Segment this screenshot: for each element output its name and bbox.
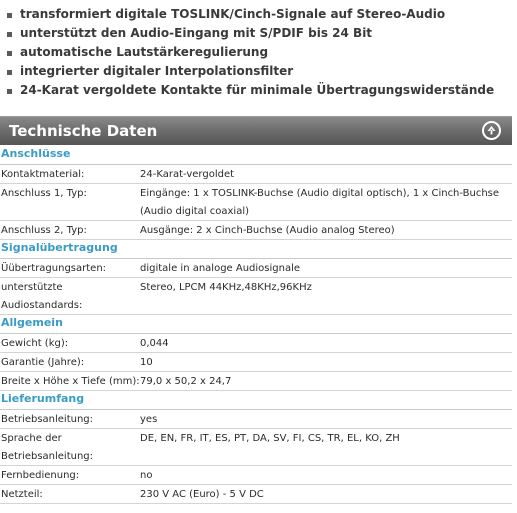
spec-value: 79,0 x 50,2 x 24,7 (140, 376, 232, 387)
spec-value: DE, EN, FR, IT, ES, PT, DA, SV, FI, CS, TR, EL, KO, ZH (140, 433, 400, 444)
section-title: Allgemein (1, 316, 63, 329)
spec-row (0, 220, 512, 240)
spec-value: 230 V AC (Euro) - 5 V DC (140, 489, 264, 500)
spec-row (0, 164, 512, 184)
section-lieferumfang (0, 390, 512, 410)
spec-label: unterstützte Audiostandards: (1, 282, 83, 311)
spec-row (0, 352, 512, 372)
spec-label: Garantie (Jahre): (1, 357, 85, 368)
section-heading: Technische Daten (9, 122, 158, 140)
spec-row (0, 465, 512, 485)
spec-label: Anschluss 1, Typ: (1, 188, 87, 199)
chevron-up-circle-icon[interactable] (482, 121, 501, 140)
section-signaluebertragung (0, 239, 512, 259)
feature-text: unterstützt den Audio-Eingang mit S/PDIF bis 24 Bit (20, 26, 373, 40)
bullet-square-icon (7, 13, 12, 18)
bullet-square-icon (7, 89, 12, 94)
spec-value: Stereo, LPCM 44KHz,48KHz,96KHz (140, 282, 312, 293)
section-title: Lieferumfang (1, 392, 85, 405)
spec-row (0, 258, 512, 278)
spec-label: Breite x Höhe x Tiefe (mm): (1, 376, 140, 387)
spec-row (0, 333, 512, 353)
section-anschluesse (0, 145, 512, 165)
bullet-square-icon (7, 51, 12, 56)
spec-label: Anschluss 2, Typ: (1, 225, 87, 236)
spec-label: Fernbedienung: (1, 470, 80, 481)
spec-label: Üübertragungsarten: (1, 263, 107, 274)
bullet-square-icon (7, 32, 12, 37)
spec-label: Netzteil: (1, 489, 43, 500)
spec-value: 0,044 (140, 338, 169, 349)
spec-value: 24-Karat-vergoldet (140, 169, 235, 180)
section-title: Anschlüsse (1, 147, 71, 160)
spec-row (0, 428, 512, 466)
spec-row (0, 183, 512, 221)
spec-value: no (140, 470, 153, 481)
spec-row (0, 484, 512, 504)
tech-data-header (0, 116, 512, 145)
spec-value: Eingänge: 1 x TOSLINK-Buchse (Audio digital optisch), 1 x Cinch-Buchse (Audio digital coaxial) (140, 188, 500, 217)
feature-text: 24-Karat vergoldete Kontakte für minimale Übertragungswiderstände (20, 83, 495, 97)
feature-text: integrierter digitaler Interpolationsfilter (20, 64, 294, 78)
spec-value: Ausgänge: 2 x Cinch-Buchse (Audio analog Stereo) (140, 225, 395, 236)
spec-value: 10 (140, 357, 153, 368)
spec-row (0, 409, 512, 429)
spec-row (0, 371, 512, 391)
section-title: Signalübertragung (1, 241, 118, 254)
spec-value: digitale in analoge Audiosignale (140, 263, 301, 274)
spec-label: Kontaktmaterial: (1, 169, 85, 180)
spec-label: Sprache der Betriebsanleitung: (1, 433, 94, 462)
spec-label: Betriebsanleitung: (1, 414, 94, 425)
spec-label: Gewicht (kg): (1, 338, 69, 349)
feature-text: automatische Lautstärkeregulierung (20, 45, 269, 59)
spec-row (0, 277, 512, 315)
feature-text: transformiert digitale TOSLINK/Cinch-Signale auf Stereo-Audio (20, 7, 446, 21)
section-allgemein (0, 314, 512, 334)
bullet-square-icon (7, 70, 12, 75)
spec-value: yes (140, 414, 158, 425)
